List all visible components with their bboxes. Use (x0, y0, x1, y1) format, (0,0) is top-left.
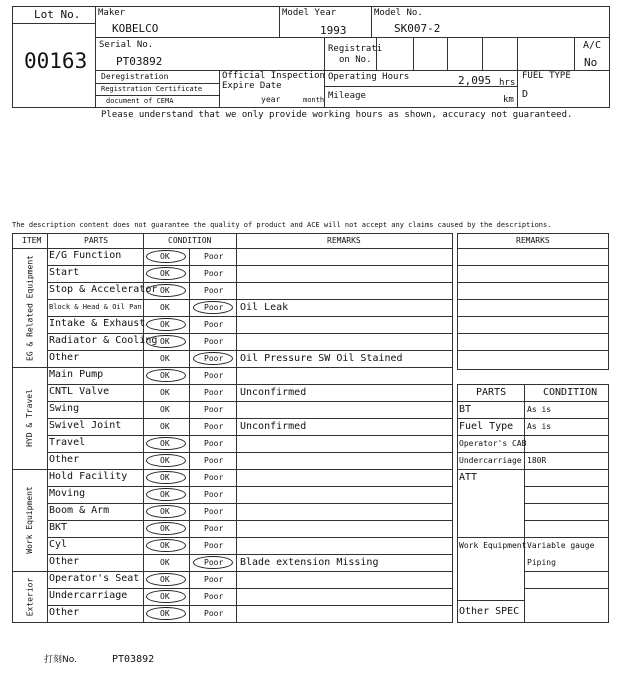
registration-label-2: on No. (339, 55, 372, 65)
part-name: E/G Function (49, 250, 122, 261)
side-row-line (457, 435, 609, 436)
poor-option: Poor (204, 269, 224, 278)
part-name: Swivel Joint (49, 420, 122, 431)
side-row-line (524, 486, 609, 487)
part-name: Other (49, 556, 80, 567)
col-condition-header: CONDITION (168, 236, 212, 245)
remark-text: Unconfirmed (240, 421, 307, 432)
serial-value: PT03892 (116, 55, 163, 68)
side-remarks-line (457, 265, 609, 266)
side-remarks-line (457, 299, 609, 300)
group-label: Exterior (25, 577, 34, 616)
col-remarks-header: REMARKS (327, 236, 361, 245)
ok-option: OK (160, 439, 170, 448)
part-name: Other (49, 454, 80, 465)
part-name: Other (49, 352, 80, 363)
group-divider (12, 469, 453, 470)
part-name: Hold Facility (49, 471, 128, 482)
poor-option: Poor (204, 252, 224, 261)
side-remarks-header: REMARKS (516, 236, 550, 245)
poor-option: Poor (204, 303, 224, 312)
part-name: Stop & Accelerator (49, 284, 158, 295)
row-divider (47, 299, 453, 300)
ok-option: OK (160, 252, 170, 261)
side-part-name: Other SPEC (459, 606, 520, 617)
side-part-condition: 180R (527, 456, 547, 465)
lot-label: Lot No. (34, 8, 81, 21)
part-name: CNTL Valve (49, 386, 110, 397)
ok-option: OK (160, 422, 170, 431)
side-row-line (457, 600, 524, 601)
ok-option: OK (160, 405, 170, 414)
side-part-name: Operator's CAB (459, 439, 527, 448)
part-name: Cyl (49, 539, 68, 550)
hours-notice: Please understand that we only provide working hours as shown, accuracy not guaranteed. (101, 110, 573, 120)
selected-oval (146, 471, 186, 484)
selected-oval (146, 318, 186, 331)
reg-certificate-label: Registration Certificate (101, 85, 203, 93)
part-name: Radiator & Cooling (49, 335, 158, 346)
poor-option: Poor (204, 388, 224, 397)
selected-oval (146, 335, 186, 348)
deregistration-label: Deregistration (101, 72, 169, 81)
side-part-condition: As is (527, 422, 552, 431)
poor-option: Poor (204, 507, 224, 516)
ok-option: OK (160, 337, 170, 346)
part-name: Swing (49, 403, 80, 414)
ok-option: OK (160, 524, 170, 533)
part-name: Start (49, 267, 80, 278)
ok-option: OK (160, 592, 170, 601)
selected-oval (193, 556, 233, 569)
row-divider (47, 265, 453, 266)
part-name: Boom & Arm (49, 505, 110, 516)
selected-oval (146, 250, 186, 263)
row-divider (47, 384, 453, 385)
row-divider (47, 401, 453, 402)
selected-oval (146, 284, 186, 297)
side-row-line (524, 503, 609, 504)
stamp-value: PT03892 (112, 654, 155, 665)
operating-hours-value: 2,095 (458, 74, 492, 87)
side-part-condition: Variable gauge (527, 541, 595, 550)
ok-option: OK (160, 286, 170, 295)
ok-option: OK (160, 303, 170, 312)
row-divider (47, 452, 453, 453)
year-label: year (261, 95, 281, 104)
maker-label: Maker (98, 8, 126, 18)
group-label: EG & Related Equipment (25, 254, 34, 361)
poor-option: Poor (204, 286, 224, 295)
row-divider (47, 486, 453, 487)
poor-option: Poor (204, 592, 224, 601)
row-divider (47, 588, 453, 589)
side-col-condition-header: CONDITION (543, 387, 598, 398)
side-part-name: BT (459, 404, 472, 415)
ok-option: OK (160, 473, 170, 482)
row-divider (47, 554, 453, 555)
ok-option: OK (160, 609, 170, 618)
lot-number: 00163 (24, 49, 88, 73)
side-remarks-line (457, 282, 609, 283)
selected-oval (146, 454, 186, 467)
disclaimer: The description content does not guarantee the quality of product and ACE will not accept any claims caused by the descriptions. (12, 221, 552, 229)
group-label: HYD & Travel (25, 389, 34, 447)
registration-label: Registrati (328, 44, 383, 54)
remark-text: Unconfirmed (240, 387, 307, 398)
operating-hours-label: Operating Hours (328, 72, 410, 82)
serial-label: Serial No. (99, 40, 154, 50)
inspection-label-2: Expire Date (222, 81, 282, 91)
side-row-line (457, 418, 609, 419)
poor-option: Poor (204, 609, 224, 618)
side-part-name: Work Equipment (459, 541, 527, 550)
col-item-header: ITEM (22, 236, 42, 245)
ok-option: OK (160, 558, 170, 567)
poor-option: Poor (204, 490, 224, 499)
selected-oval (146, 539, 186, 552)
part-name: Operator's Seat (49, 573, 140, 584)
poor-option: Poor (204, 405, 224, 414)
ac-label: A/C (583, 40, 602, 51)
row-divider (47, 503, 453, 504)
col-parts-header: PARTS (84, 236, 109, 245)
poor-option: Poor (204, 320, 224, 329)
row-divider (47, 350, 453, 351)
poor-option: Poor (204, 439, 224, 448)
side-row-line (457, 452, 609, 453)
part-name: Main Pump (49, 369, 104, 380)
row-divider (47, 316, 453, 317)
selected-oval (193, 352, 233, 365)
fuel-type-value: D (522, 89, 529, 100)
ok-option: OK (160, 507, 170, 516)
inspection-label: Official Inspection (222, 71, 325, 81)
part-name: Block & Head & Oil Pan (49, 303, 142, 311)
ok-option: OK (160, 490, 170, 499)
selected-oval (146, 437, 186, 450)
ok-option: OK (160, 456, 170, 465)
side-row-line (524, 571, 609, 572)
row-divider (47, 605, 453, 606)
ok-option: OK (160, 388, 170, 397)
selected-oval (146, 607, 186, 620)
poor-option: Poor (204, 575, 224, 584)
group-divider (12, 571, 453, 572)
side-part-name: Undercarriage (459, 456, 522, 465)
side-part-name: Fuel Type (459, 421, 514, 432)
poor-option: Poor (204, 337, 224, 346)
side-row-line (457, 469, 609, 470)
side-row-line (524, 520, 609, 521)
poor-option: Poor (204, 456, 224, 465)
poor-option: Poor (204, 422, 224, 431)
row-divider (47, 282, 453, 283)
selected-oval (146, 505, 186, 518)
part-name: Undercarriage (49, 590, 128, 601)
row-divider (47, 520, 453, 521)
side-part-condition: As is (527, 405, 552, 414)
ok-option: OK (160, 541, 170, 550)
selected-oval (146, 573, 186, 586)
model-no-label: Model No. (374, 8, 423, 18)
group-divider (12, 367, 453, 368)
selected-oval (146, 522, 186, 535)
side-remarks-line (457, 333, 609, 334)
remark-text: Oil Pressure SW Oil Stained (240, 353, 403, 364)
poor-option: Poor (204, 371, 224, 380)
hrs-unit: hrs (499, 78, 516, 88)
side-part-condition: Piping (527, 558, 556, 567)
poor-option: Poor (204, 524, 224, 533)
cema-label: document of CEMA (106, 97, 174, 105)
ok-option: OK (160, 269, 170, 278)
part-name: Moving (49, 488, 86, 499)
part-name: Other (49, 607, 80, 618)
month-label: month (303, 96, 325, 104)
row-divider (47, 435, 453, 436)
km-unit: km (503, 95, 514, 105)
side-row-line (457, 537, 609, 538)
remark-text: Oil Leak (240, 302, 289, 313)
poor-option: Poor (204, 354, 224, 363)
ac-value: No (584, 56, 598, 69)
selected-oval (146, 267, 186, 280)
side-row-line (524, 588, 609, 589)
selected-oval (146, 369, 186, 382)
side-remarks-line (457, 316, 609, 317)
model-no-value: SK007-2 (394, 22, 441, 35)
side-remarks-line (457, 350, 609, 351)
part-name: Travel (49, 437, 86, 448)
row-divider (47, 418, 453, 419)
ok-option: OK (160, 371, 170, 380)
model-year-label: Model Year (282, 8, 337, 18)
group-label: Work Equipment (25, 486, 34, 554)
selected-oval (193, 301, 233, 314)
side-col-parts-header: PARTS (476, 387, 507, 398)
ok-option: OK (160, 575, 170, 584)
side-part-name: ATT (459, 472, 478, 483)
row-divider (47, 537, 453, 538)
poor-option: Poor (204, 558, 224, 567)
selected-oval (146, 590, 186, 603)
stamp-label: 打刻No. (44, 655, 77, 665)
part-name: BKT (49, 522, 68, 533)
ok-option: OK (160, 320, 170, 329)
ok-option: OK (160, 354, 170, 363)
part-name: Intake & Exhaust (49, 318, 146, 329)
remark-text: Blade extension Missing (240, 557, 379, 568)
poor-option: Poor (204, 473, 224, 482)
fuel-type-label: FUEL TYPE (522, 71, 571, 81)
row-divider (47, 333, 453, 334)
model-year-value: 1993 (320, 24, 347, 37)
selected-oval (146, 488, 186, 501)
maker-value: KOBELCO (112, 22, 159, 35)
mileage-label: Mileage (328, 91, 366, 101)
poor-option: Poor (204, 541, 224, 550)
